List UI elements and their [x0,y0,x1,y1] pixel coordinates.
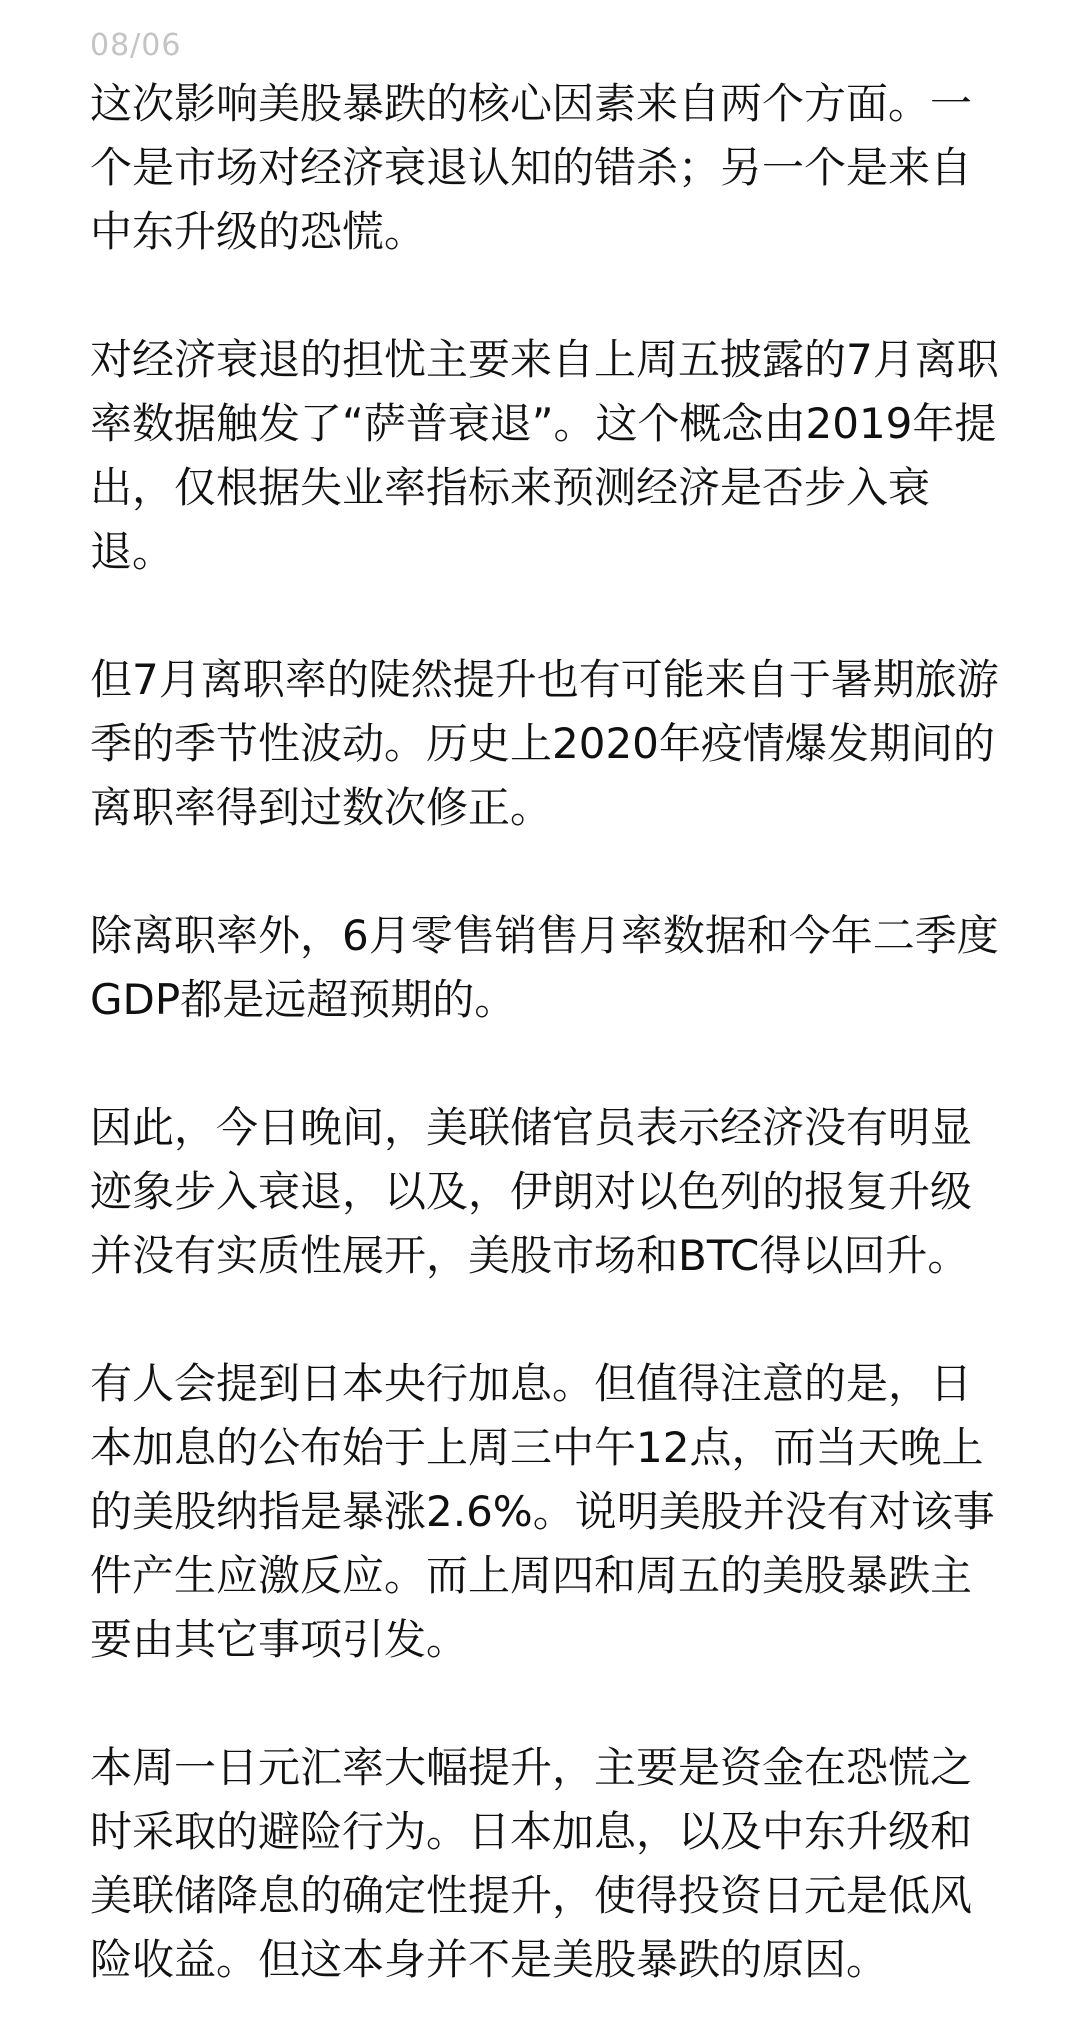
paragraph-7: 本周一日元汇率大幅提升，主要是资金在恐慌之时采取的避险行为。日本加息，以及中东升级和美联储降息的确定性提升，使得投资日元是低风险收益。但这本身并不是美股暴跌的原因。 [90,1743,973,1984]
paragraph-6: 有人会提到日本央行加息。但值得注意的是，日本加息的公布始于上周三中午12点，而当天晚上的美股纳指是暴涨2.6%。说明美股并没有对该事件产生应激反应。而上周四和周五的美股暴跌主要由其它事项引发。 [90,1359,995,1664]
paragraph-3: 但7月离职率的陡然提升也有可能来自于暑期旅游季的季节性波动。历史上2020年疫情爆发期间的离职率得到过数次修正。 [90,655,999,832]
note-content [90,24,1000,1992]
paragraph-2: 对经济衰退的担忧主要来自上周五披露的7月离职率数据触发了“萨普衰退”。这个概念由2019年提出，仅根据失业率指标来预测经济是否步入衰退。 [90,335,999,576]
paragraph-5: 因此，今日晚间，美联储官员表示经济没有明显迹象步入衰退，以及，伊朗对以色列的报复升级并没有实质性展开，美股市场和BTC得以回升。 [90,1103,973,1280]
note-date: 08/06 [90,28,182,63]
paragraph-1: 这次影响美股暴跌的核心因素来自两个方面。一个是市场对经济衰退认知的错杀；另一个是来自中东升级的恐慌。 [90,79,973,256]
paragraph-4: 除离职率外，6月零售销售月率数据和今年二季度GDP都是远超预期的。 [90,911,999,1024]
